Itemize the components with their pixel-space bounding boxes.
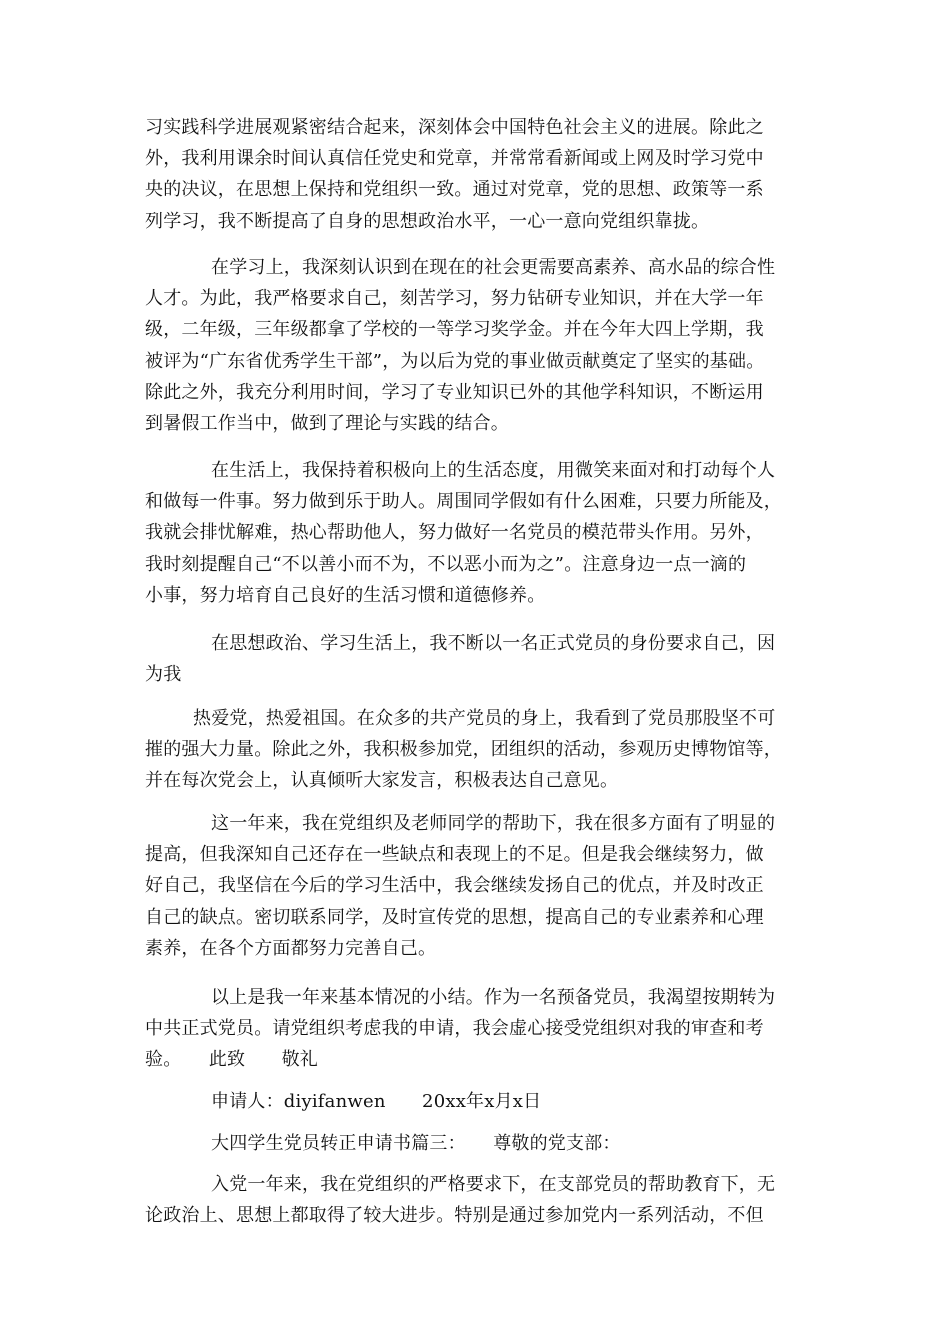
text-line: 外，我利用课余时间认真信任党史和党章，并常常看新闻或上网及时学习党中 [145, 148, 764, 170]
text-line: 我时刻提醒自己“不以善小而不为，不以恶小而为之”。注意身边一点一滴的 [145, 553, 747, 575]
text-line: 验。 此致 敬礼 [145, 1049, 318, 1071]
text-line: 中共正式党员。请党组织考虑我的申请，我会虚心接受党组织对我的审查和考 [145, 1018, 764, 1040]
text-line: 申请人：diyifanwen 20xx年x月x日 [211, 1091, 542, 1112]
paragraph-10 [145, 1169, 807, 1231]
section-heading-line [145, 1128, 807, 1159]
text-line: 并在每次党会上，认真倾听大家发言，积极表达自己意见。 [145, 770, 619, 792]
paragraph-5 [145, 703, 807, 797]
text-line: 级，二年级，三年级都拿了学校的一等学习奖学金。并在今年大四上学期，我 [145, 319, 764, 341]
text-line: 以上是我一年来基本情况的小结。作为一名预备党员，我渴望按期转为 [211, 987, 776, 1008]
text-line: 入党一年来，我在党组织的严格要求下，在支部党员的帮助教育下，无 [211, 1174, 776, 1195]
paragraph-4 [145, 628, 807, 690]
paragraph-2 [145, 252, 807, 439]
text-line: 央的决议，在思想上保持和党组织一致。通过对党章，党的思想、政策等一系 [145, 179, 764, 201]
text-line: 列学习，我不断提高了自身的思想政治水平，一心一意向党组织靠拢。 [145, 210, 710, 232]
text-line: 好自己，我坚信在今后的学习生活中，我会继续发扬自己的优点，并及时改正 [145, 875, 764, 897]
text-line: 到暑假工作当中，做到了理论与实践的结合。 [145, 412, 509, 434]
text-line: 和做每一件事。努力做到乐于助人。周围同学假如有什么困难，只要力所能及， [145, 491, 782, 513]
text-line: 摧的强大力量。除此之外，我积极参加党，团组织的活动，参观历史博物馆等， [145, 739, 782, 761]
text-line: 除此之外，我充分利用时间，学习了专业知识已外的其他学科知识，不断运用 [145, 381, 764, 403]
text-line: 习实践科学进展观紧密结合起来，深刻体会中国特色社会主义的进展。除此之 [145, 117, 764, 138]
text-line: 大四学生党员转正申请书篇三： 尊敬的党支部： [211, 1133, 621, 1154]
applicant-signature-line [145, 1086, 807, 1117]
text-line: 这一年来，我在党组织及老师同学的帮助下，我在很多方面有了明显的 [211, 813, 776, 834]
text-line: 我就会排忧解难，热心帮助他人，努力做好一名党员的模范带头作用。另外， [145, 522, 764, 544]
text-line: 论政治上、思想上都取得了较大进步。特别是通过参加党内一系列活动，不但 [145, 1205, 764, 1227]
text-line: 热爱党，热爱祖国。在众多的共产党员的身上，我看到了党员那股坚不可 [193, 708, 776, 729]
paragraph-6 [145, 808, 807, 964]
text-line: 在学习上，我深刻认识到在现在的社会更需要高素养、高水品的综合性 [211, 257, 776, 278]
paragraph-7 [145, 982, 807, 1076]
text-line: 为我 [145, 664, 182, 686]
text-line: 素养，在各个方面都努力完善自己。 [145, 937, 437, 959]
paragraph-3 [145, 455, 807, 611]
text-line: 小事，努力培育自己良好的生活习惯和道德修养。 [145, 584, 546, 606]
text-line: 在生活上，我保持着积极向上的生活态度，用微笑来面对和打动每个人 [211, 460, 776, 481]
text-line: 在思想政治、学习生活上，我不断以一名正式党员的身份要求自己，因 [211, 633, 776, 654]
text-line: 被评为“广东省优秀学生干部”，为以后为党的事业做贡献奠定了坚实的基础。 [145, 350, 765, 372]
text-line: 提高，但我深知自己还存在一些缺点和表现上的不足。但是我会继续努力，做 [145, 844, 764, 866]
text-line: 人才。为此，我严格要求自己，刻苦学习，努力钻研专业知识，并在大学一年 [145, 288, 764, 310]
paragraph-1 [145, 112, 807, 237]
text-line: 自己的缺点。密切联系同学，及时宣传党的思想，提高自己的专业素养和心理 [145, 906, 764, 928]
